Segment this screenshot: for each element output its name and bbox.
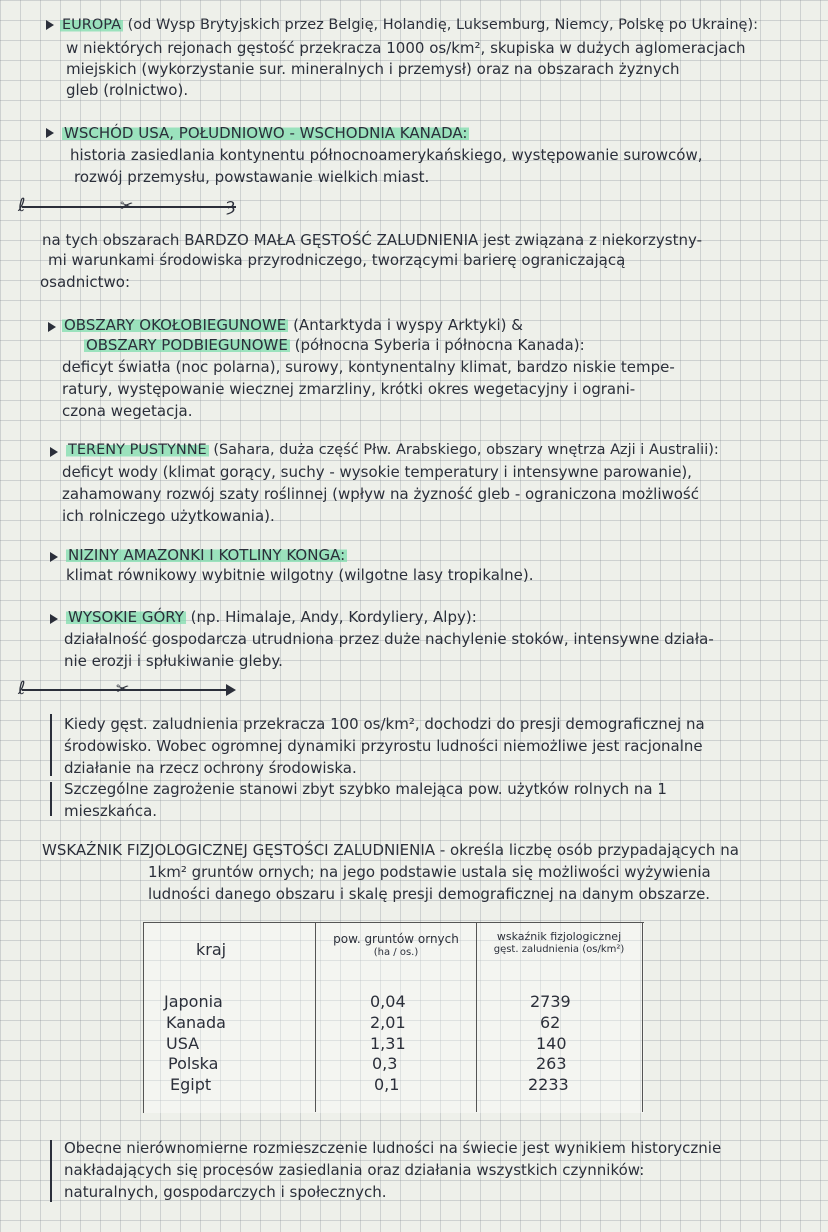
polar-text: ratury, występowanie wiecznej zmarzliny, krótki okres wegetacyjny i ograni-	[62, 380, 636, 398]
pressure-text: mieszkańca.	[64, 802, 158, 820]
table-column-separator	[642, 922, 643, 1112]
polar-title-rest: (Antarktyda i wyspy Arktyki) &	[293, 316, 523, 334]
divider-ornament-icon: ℓ	[18, 678, 26, 699]
pressure-text: Szczególne zagrożenie stanowi zbyt szybko malejąca pow. użytków rolnych na 1	[64, 780, 667, 798]
polar-title-line	[84, 335, 585, 355]
pressure-text: środowisko. Wobec ogromnej dynamiki przyrostu ludności niemożliwe jest racjonalne	[64, 737, 703, 755]
europa-text: w niektórych rejonach gęstość przekracza 1000 os/km², skupiska w dużych aglomeracjach	[66, 39, 746, 57]
table-cell-country: Polska	[168, 1054, 219, 1073]
table-cell-index: 263	[536, 1054, 567, 1073]
usa-title-line	[62, 123, 469, 143]
indicator-text: ludności danego obszaru i skalę presji demograficznej na danym obszarze.	[148, 885, 711, 903]
usa-text: historia zasiedlania kontynentu północnoamerykańskiego, występowanie surowców,	[70, 146, 703, 164]
indicator-text: 1km² gruntów ornych; na jego podstawie ustala się możliwości wyżywienia	[148, 863, 711, 881]
table-cell-land: 0,3	[372, 1054, 398, 1073]
amazon-title: NIZINY AMAZONKI I KOTLINY KONGA:	[68, 546, 346, 564]
mountains-text: działalność gospodarcza utrudniona przez duże nachylenie stoków, intensywne działa-	[64, 630, 714, 648]
desert-text: deficyt wody (klimat gorący, suchy - wysokie temperatury i intensywne parowanie),	[62, 463, 692, 481]
divider-ornament-icon: ȝ	[226, 195, 236, 216]
table-column-separator	[315, 922, 316, 1112]
desert-text: ich rolniczego użytkowania).	[62, 507, 275, 525]
conclusion-text: nakładających się procesów zasiedlania oraz działania wszystkich czynników:	[64, 1161, 645, 1179]
amazon-text: klimat równikowy wybitnie wilgotny (wilgotne lasy tropikalne).	[66, 566, 534, 584]
divider-ornament-icon: ✂	[120, 196, 134, 215]
usa-title: WSCHÓD USA, POŁUDNIOWO - WSCHODNIA KANADA:	[64, 124, 468, 142]
indicator-text: WSKAŹNIK FIZJOLOGICZNEJ GĘSTOŚCI ZALUDNIENIA - określa liczbę osób przypadających na	[42, 841, 739, 859]
table-cell-country: Japonia	[164, 992, 223, 1011]
table-cell-land: 2,01	[370, 1013, 406, 1032]
bullet-icon	[50, 552, 58, 562]
table-cell-country: USA	[166, 1034, 200, 1053]
bullet-icon	[48, 322, 56, 332]
mountains-text: nie erozji i spłukiwanie gleby.	[64, 652, 283, 670]
bullet-icon	[50, 447, 58, 457]
divider-ornament-icon: ✂	[116, 679, 130, 698]
margin-bar	[50, 782, 52, 816]
europa-text: (od Wysp Brytyjskich przez Belgię, Holandię, Luksemburg, Niemcy, Polskę po Ukrainę):	[127, 17, 759, 33]
polar-title: OBSZARY PODBIEGUNOWE	[86, 336, 288, 354]
pressure-text: działanie na rzecz ochrony środowiska.	[64, 759, 357, 777]
table-cell-index: 2233	[528, 1075, 569, 1094]
desert-text: zahamowany rozwój szaty roślinnej (wpływ na żyzność gleb - ograniczona możliwość	[62, 485, 699, 503]
intro-text: osadnictwo:	[40, 273, 131, 291]
intro-text: na tych obszarach BARDZO MAŁA GĘSTOŚĆ ZALUDNIENIA jest związana z niekorzystny-	[42, 231, 702, 249]
mountains-title: WYSOKIE GÓRY	[68, 608, 184, 626]
table-cell-country: Kanada	[166, 1013, 226, 1032]
intro-text: mi warunkami środowiska przyrodniczego, tworzącymi barierę ograniczającą	[48, 251, 626, 269]
bullet-icon	[46, 20, 54, 30]
divider-ornament-icon: ℓ	[18, 195, 26, 216]
table-column-separator	[476, 922, 477, 1112]
polar-text: czona wegetacja.	[62, 402, 193, 420]
arrow-right-icon	[226, 684, 236, 696]
pressure-text: Kiedy gęst. zaludnienia przekracza 100 os/km², dochodzi do presji demograficznej na	[64, 715, 705, 733]
europa-text: miejskich (wykorzystanie sur. mineralnych i przemysł) oraz na obszarach żyznych	[66, 60, 680, 78]
europa-text: gleb (rolnictwo).	[66, 81, 189, 99]
table-header-land: pow. gruntów ornych	[333, 932, 459, 946]
margin-bar	[50, 1140, 52, 1202]
mountains-title-line	[66, 607, 477, 627]
table-cell-land: 0,1	[374, 1075, 400, 1094]
europa-title-line	[60, 15, 758, 35]
table-cell-land: 1,31	[370, 1034, 406, 1053]
table-cell-index: 62	[540, 1013, 561, 1032]
desert-title-line	[66, 440, 719, 460]
bullet-icon	[50, 614, 58, 624]
bullet-icon	[46, 128, 54, 138]
margin-bar	[50, 714, 52, 776]
desert-title-rest: (Sahara, duża część Płw. Arabskiego, obszary wnętrza Azji i Australii):	[213, 442, 719, 458]
table-cell-land: 0,04	[370, 992, 406, 1011]
polar-title: OBSZARY OKOŁOBIEGUNOWE	[64, 316, 287, 334]
table-cell-index: 2739	[530, 992, 571, 1011]
usa-text: rozwój przemysłu, powstawanie wielkich miast.	[74, 168, 430, 186]
table-header-index: wskaźnik fizjologicznej	[496, 930, 622, 943]
desert-title: TERENY PUSTYNNE	[68, 442, 207, 458]
conclusion-text: Obecne nierównomierne rozmieszczenie ludności na świecie jest wynikiem historycznie	[64, 1139, 722, 1157]
polar-title-rest: (północna Syberia i północna Kanada):	[294, 336, 585, 354]
table-header-land-unit: (ha / os.)	[373, 947, 419, 958]
table-header-index-unit: gęst. zaludnienia (os/km²)	[493, 944, 625, 955]
amazon-title-line	[66, 545, 347, 565]
mountains-title-rest: (np. Himalaje, Andy, Kordyliery, Alpy):	[190, 608, 477, 626]
europa-title: EUROPA	[62, 17, 121, 33]
table-cell-index: 140	[536, 1034, 567, 1053]
polar-title-line	[62, 315, 523, 335]
conclusion-text: naturalnych, gospodarczych i społecznych.	[64, 1183, 387, 1201]
table-header-country: kraj	[196, 940, 227, 959]
table-cell-country: Egipt	[170, 1075, 212, 1094]
polar-text: deficyt światła (noc polarna), surowy, kontynentalny klimat, bardzo niskie tempe-	[62, 358, 675, 376]
